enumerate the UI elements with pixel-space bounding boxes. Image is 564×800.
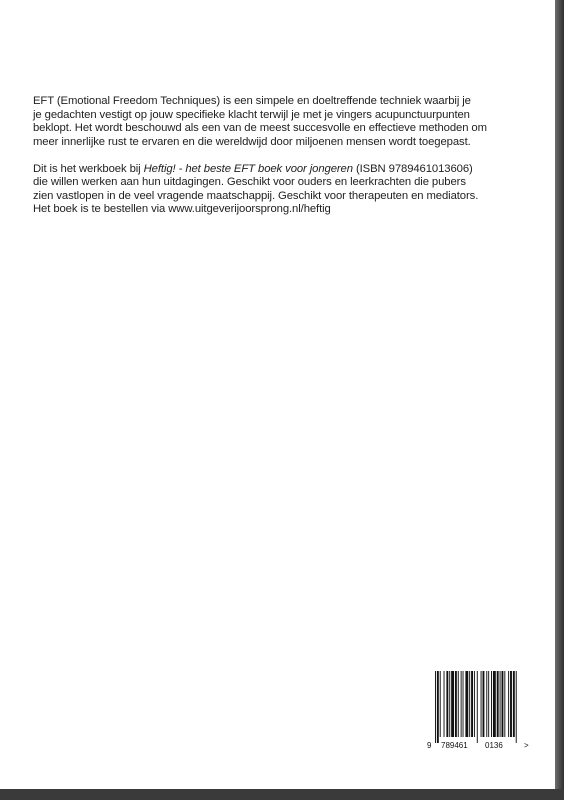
barcode-bar bbox=[508, 671, 509, 737]
description-paragraph-workbook bbox=[33, 163, 545, 217]
text-line bbox=[33, 163, 545, 177]
barcode-bar bbox=[516, 671, 517, 743]
barcode-bar bbox=[458, 671, 459, 737]
barcode-bar bbox=[491, 671, 492, 737]
barcode-bar bbox=[502, 671, 504, 737]
barcode-bar bbox=[444, 671, 445, 737]
text-line: je gedachten vestigt op jouw specifieke klacht terwijl je met je vingers acupunctuurpunten bbox=[33, 108, 470, 121]
isbn-text: (ISBN 9789461013606) bbox=[352, 162, 473, 175]
text-line: meer innerlijke rust te ervaren en die wereldwijd door miljoenen mensen wordt toegepast. bbox=[33, 135, 471, 148]
description-paragraph-eft bbox=[33, 95, 545, 149]
barcode-bar bbox=[455, 671, 457, 737]
barcode-bar bbox=[440, 671, 441, 737]
text-line: zien vastlopen in de veel vragende maatschappij. Geschikt voor therapeuten en mediators. bbox=[33, 189, 479, 202]
barcode-bar bbox=[461, 671, 462, 737]
barcode-bar bbox=[497, 671, 499, 737]
barcode-bars bbox=[427, 669, 531, 743]
barcode-bar bbox=[471, 671, 473, 737]
page-bottom-shadow bbox=[0, 789, 564, 800]
barcode-bar bbox=[513, 671, 515, 737]
barcode-bar bbox=[465, 671, 468, 737]
cover-description bbox=[33, 95, 545, 230]
barcode-bar bbox=[437, 671, 439, 743]
barcode-bar bbox=[488, 671, 489, 737]
barcode-bar bbox=[435, 671, 436, 743]
order-url-line: Het boek is te bestellen via www.uitgeverijoorsprong.nl/heftig bbox=[33, 203, 331, 215]
barcode-bar bbox=[486, 671, 487, 737]
barcode-bar bbox=[481, 671, 482, 737]
text-line: die willen werken aan hun uitdagingen. Geschikt voor ouders en leerkrachten die pubers bbox=[33, 176, 466, 188]
barcode-bar bbox=[493, 671, 496, 737]
barcode-bar bbox=[449, 671, 450, 737]
barcode-bar bbox=[477, 671, 478, 743]
barcode-digits-left: 789461 bbox=[441, 741, 468, 750]
barcode-bar bbox=[483, 671, 485, 737]
barcode-bar bbox=[451, 671, 454, 737]
barcode-bar bbox=[504, 671, 505, 737]
text-line: beklopt. Het wordt beschouwd als een van de meest succesvolle en effectieve methoden om bbox=[33, 122, 487, 134]
text-prefix: Dit is het werkboek bij bbox=[33, 162, 144, 175]
book-title: Heftig! - het beste EFT boek voor jongeren bbox=[143, 162, 353, 175]
barcode-digit-first: 9 bbox=[427, 741, 432, 750]
barcode-bar bbox=[469, 671, 470, 737]
barcode-digits-right: 0136 bbox=[485, 741, 503, 750]
barcode-bar bbox=[474, 671, 475, 737]
text-line: EFT (Emotional Freedom Techniques) is een simpele en doeltreffende techniek waarbij je bbox=[33, 95, 471, 107]
barcode-end-marker: > bbox=[524, 741, 529, 750]
barcode-bar bbox=[463, 671, 464, 737]
page-edge-shadow bbox=[555, 0, 564, 800]
barcode-bar bbox=[446, 671, 448, 737]
barcode-digits bbox=[427, 741, 531, 753]
barcode-bar bbox=[500, 671, 501, 737]
isbn-barcode bbox=[427, 669, 531, 755]
barcode-bar bbox=[510, 671, 512, 737]
